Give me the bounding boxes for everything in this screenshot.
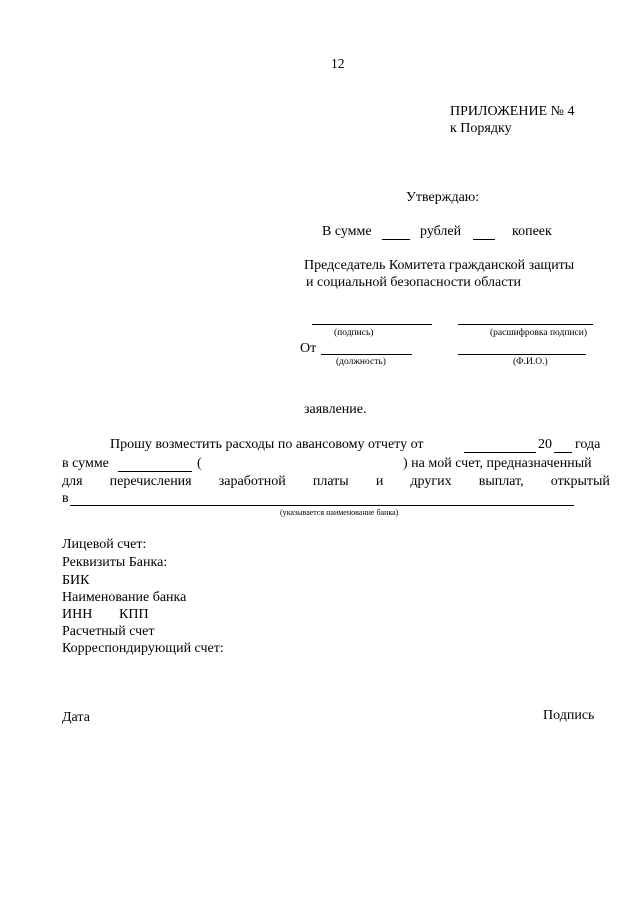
appendix-title: ПРИЛОЖЕНИЕ № 4 xyxy=(450,104,575,119)
bank-caption: (указывается наименование банка) xyxy=(280,508,399,517)
from-label: От xyxy=(300,341,317,356)
year-prefix: 20 xyxy=(538,437,552,452)
position-blank[interactable] xyxy=(321,354,412,355)
statement-line4-prefix: в xyxy=(62,491,69,506)
line3-word: для xyxy=(62,474,83,489)
caption-decoding: (расшифровка подписи) xyxy=(490,328,587,338)
account-label: Лицевой счет: xyxy=(62,537,147,552)
inn-label: ИНН xyxy=(62,607,93,622)
signature-decoding-blank[interactable] xyxy=(458,324,593,325)
fio-blank[interactable] xyxy=(458,354,586,355)
line3-word: и xyxy=(375,474,384,489)
bank-name-label: Наименование банка xyxy=(62,590,187,605)
line3-word: других xyxy=(410,474,452,489)
year-suffix: года xyxy=(575,437,601,452)
statement-heading: заявление. xyxy=(304,402,367,417)
statement-line2-prefix: в сумме xyxy=(62,456,109,471)
signature-label: Подпись xyxy=(543,708,595,723)
caption-signature: (подпись) xyxy=(334,328,374,338)
settlement-label: Расчетный счет xyxy=(62,624,155,639)
sum-rubles-blank[interactable] xyxy=(382,239,410,240)
bank-details-label: Реквизиты Банка: xyxy=(62,555,168,570)
chairman-line2: и социальной безопасности области xyxy=(306,275,522,290)
sum-rubles-label: рублей xyxy=(420,224,462,239)
year-blank[interactable] xyxy=(554,452,572,453)
line3-word: открытый xyxy=(550,474,610,489)
approve-label: Утверждаю: xyxy=(406,190,480,205)
signature-blank[interactable] xyxy=(312,324,432,325)
statement-line1-text: Прошу возместить расходы по авансовому отчету от xyxy=(110,437,424,452)
date-label: Дата xyxy=(62,710,90,725)
appendix-subtitle: к Порядку xyxy=(450,121,512,136)
statement-line3 xyxy=(62,474,610,490)
line3-word: выплат, xyxy=(478,474,524,489)
report-date-blank[interactable] xyxy=(464,452,536,453)
statement-line2-rest: ) на мой счет, предназначенный xyxy=(403,456,592,471)
caption-fio: (Ф.И.О.) xyxy=(513,357,548,367)
page-number: 12 xyxy=(331,56,345,71)
sum-kopecks-blank[interactable] xyxy=(473,239,495,240)
correspondent-label: Корреспондирующий счет: xyxy=(62,641,224,656)
line3-word: перечисления xyxy=(109,474,192,489)
paren-open: ( xyxy=(197,456,202,471)
chairman-line1: Председатель Комитета гражданской защиты xyxy=(304,258,575,273)
bik-label: БИК xyxy=(62,573,90,588)
kpp-label: КПП xyxy=(119,607,149,622)
line3-word: платы xyxy=(312,474,349,489)
amount-blank[interactable] xyxy=(118,471,192,472)
sum-prefix: В сумме xyxy=(322,224,372,239)
caption-position: (должность) xyxy=(336,357,386,367)
sum-kopecks-label: копеек xyxy=(512,224,552,239)
line3-word: заработной xyxy=(218,474,286,489)
bank-name-blank[interactable] xyxy=(70,505,574,506)
